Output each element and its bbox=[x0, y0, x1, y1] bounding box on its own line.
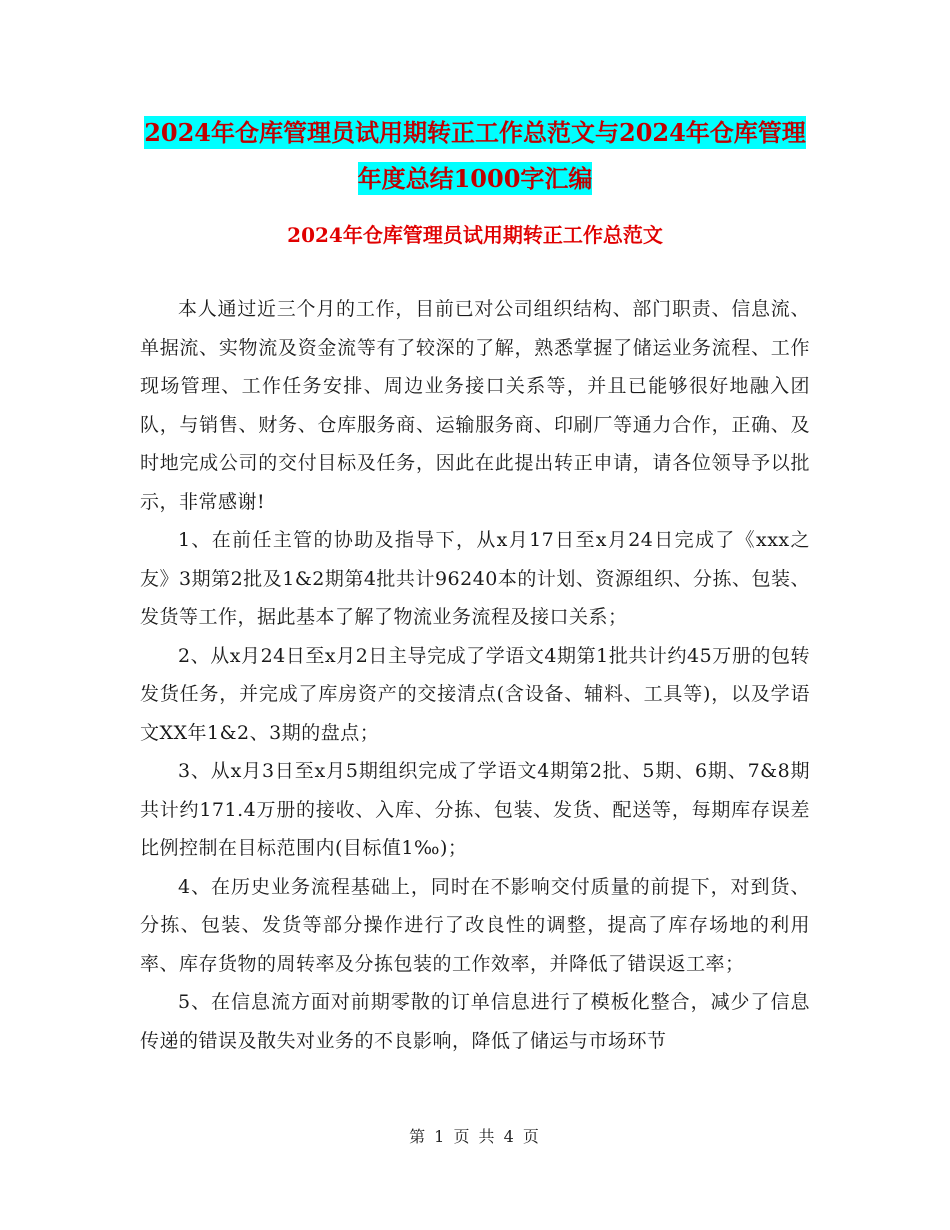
paragraph-item-2: 2、从x月24日至x月2日主导完成了学语文4期第1批共计约45万册的包转发货任务，并完成了库房资产的交接清点(含设备、辅料、工具等)，以及学语文XX年1&2、3期的盘点； bbox=[140, 644, 810, 744]
document-body bbox=[140, 290, 810, 1060]
section-title: 2024年仓库管理员试用期转正工作总范文 bbox=[287, 223, 663, 247]
main-title bbox=[140, 110, 810, 202]
paragraph-item-5: 5、在信息流方面对前期零散的订单信息进行了模板化整合，减少了信息传递的错误及散失对业务的不良影响，降低了储运与市场环节 bbox=[140, 991, 810, 1052]
page-number-footer: 第 1 页 共 4 页 bbox=[409, 1127, 541, 1146]
paragraph-item-1: 1、在前任主管的协助及指导下，从x月17日至x月24日完成了《xxx之友》3期第2批及1&2期第4批共计96240本的计划、资源组织、分拣、包装、发货等工作，据此基本了解了物流业务流程及接口关系； bbox=[140, 529, 810, 628]
paragraph-intro: 本人通过近三个月的工作，目前已对公司组织结构、部门职责、信息流、单据流、实物流及资金流等有了较深的了解，熟悉掌握了储运业务流程、工作现场管理、工作任务安排、周边业务接口关系等，并且已能够很好地融入团队，与销售、财务、仓库服务商、运输服务商、印刷厂等通力合作，正确、及时地完成公司的交付目标及任务，因此在此提出转正申请，请各位领导予以批示，非常感谢! bbox=[140, 298, 810, 513]
paragraph-item-3: 3、从x月3日至x月5期组织完成了学语文4期第2批、5期、6期、7&8期共计约171.4万册的接收、入库、分拣、包装、发货、配送等，每期库存误差比例控制在目标范围内(目标值1‰)； bbox=[140, 760, 810, 859]
main-title-text: 2024年仓库管理员试用期转正工作总范文与2024年仓库管理年度总结1000字汇编 bbox=[144, 118, 806, 193]
paragraph-item-4: 4、在历史业务流程基础上，同时在不影响交付质量的前提下，对到货、分拣、包装、发货等部分操作进行了改良性的调整，提高了库存场地的利用率、库存货物的周转率及分拣包装的工作效率，并降低了错误返工率； bbox=[140, 875, 810, 975]
